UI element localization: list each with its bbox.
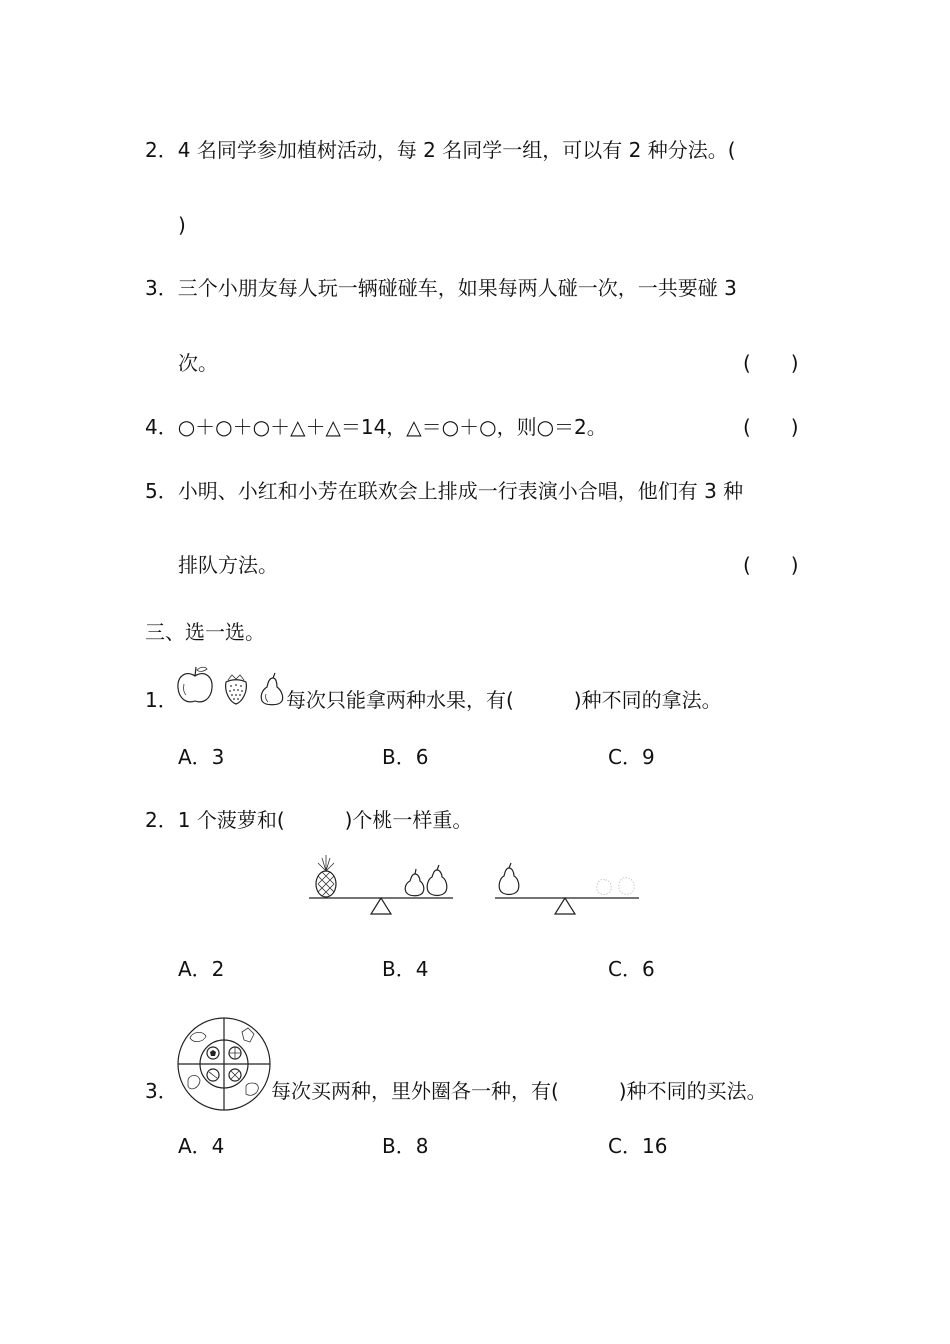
option-b[interactable]: B．4 xyxy=(382,957,429,981)
option-c[interactable]: C．9 xyxy=(608,745,655,769)
answer-paren[interactable]: ( ) xyxy=(743,415,799,439)
question-number: 5． xyxy=(145,479,178,503)
football-icon xyxy=(207,1047,219,1059)
balance-icon xyxy=(305,852,645,922)
question-text: ○＋○＋○＋△＋△＝14，△＝○＋○，则○＝2。 xyxy=(177,415,607,439)
option-b[interactable]: B．6 xyxy=(382,745,429,769)
question-2-5 xyxy=(145,477,743,505)
question-text: 4 名同学参加植树活动，每 2 名同学一组，可以有 2 种分法。( xyxy=(177,138,736,162)
option-a[interactable]: A．4 xyxy=(178,1134,225,1158)
peach-icon xyxy=(597,878,634,895)
question-3-1-text: 每次只能拿两种水果，有( )种不同的拿法。 xyxy=(286,688,722,712)
option-c[interactable]: C．6 xyxy=(608,957,655,981)
question-2-3-cont: 次。 xyxy=(178,351,218,375)
apple-icon xyxy=(176,664,214,706)
question-3-1-number: 1． xyxy=(145,688,178,712)
pear-icon xyxy=(499,863,519,895)
question-2-2 xyxy=(145,136,736,164)
question-number: 3． xyxy=(145,276,178,300)
question-number: 2． xyxy=(145,138,178,162)
pear-icon xyxy=(405,865,447,896)
strawberry-icon xyxy=(222,674,250,706)
section-heading: 三、选一选。 xyxy=(145,620,265,644)
answer-paren[interactable]: ( ) xyxy=(743,351,799,375)
question-2-3 xyxy=(145,274,737,302)
question-text: 小明、小红和小芳在联欢会上排成一行表演小合唱，他们有 3 种 xyxy=(177,479,744,503)
question-number: 4． xyxy=(145,415,178,439)
option-a[interactable]: A．3 xyxy=(178,745,225,769)
option-c[interactable]: C．16 xyxy=(608,1134,668,1158)
question-2-2-close: ) xyxy=(178,213,186,237)
option-a[interactable]: A．2 xyxy=(178,957,225,981)
question-number: 2． xyxy=(145,808,178,832)
ball-wheel-icon xyxy=(176,1016,272,1112)
question-2-4 xyxy=(145,413,607,441)
pineapple-icon xyxy=(316,855,336,897)
question-text: 三个小朋友每人玩一辆碰碰车，如果每两人碰一次，一共要碰 3 xyxy=(177,276,737,300)
question-3-3-number: 3． xyxy=(145,1079,178,1103)
question-2-5-cont: 排队方法。 xyxy=(178,553,278,577)
answer-paren[interactable]: ( ) xyxy=(743,553,799,577)
basketball-icon xyxy=(229,1047,241,1059)
question-3-3-text: 每次买两种，里外圈各一种，有( )种不同的买法。 xyxy=(271,1079,767,1103)
pear-icon xyxy=(258,672,286,708)
option-b[interactable]: B．8 xyxy=(382,1134,429,1158)
question-text: 1 个菠萝和( )个桃一样重。 xyxy=(177,808,473,832)
question-3-2 xyxy=(145,806,472,834)
